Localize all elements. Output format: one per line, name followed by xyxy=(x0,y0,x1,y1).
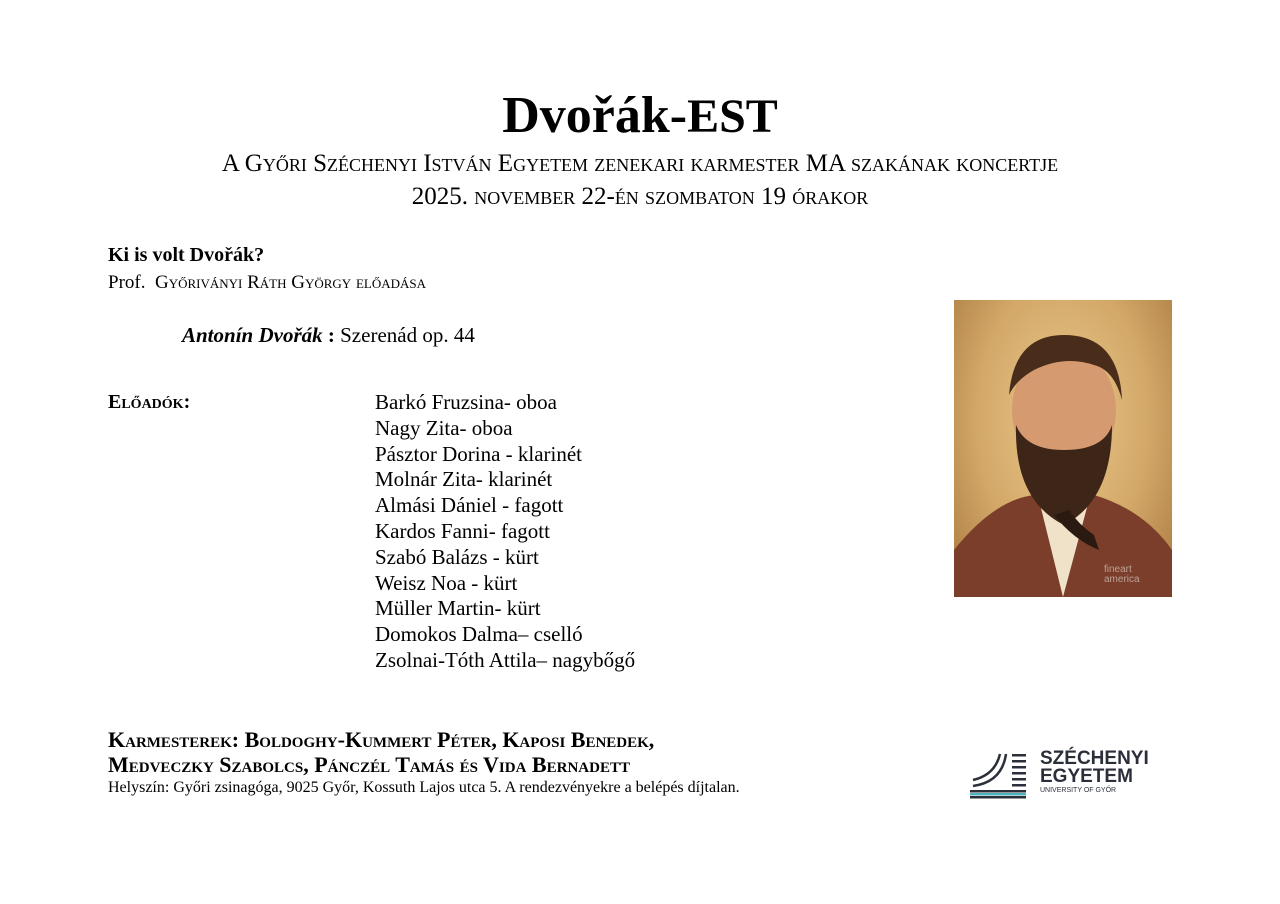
performer: Almási Dániel - fagott xyxy=(375,493,564,518)
lecture-speaker xyxy=(108,272,426,294)
performer: Kardos Fanni- fagott xyxy=(375,518,550,543)
separator: : xyxy=(322,323,341,347)
performer: Barkó Fruzsina- oboa xyxy=(375,390,557,414)
watermark: fineart america xyxy=(1104,564,1140,585)
date-line: 2025. november 22-én szombaton 19 órakor xyxy=(411,183,869,210)
conductors xyxy=(108,727,654,777)
performers-label: Előadók: xyxy=(108,391,191,413)
performer: Weisz Noa - kürt xyxy=(375,570,518,595)
program-work xyxy=(182,323,475,348)
prof-prefix: Prof. xyxy=(108,272,146,293)
subtitle-line: A Győri Széchenyi István Egyetem zenekari karmester MA szakának koncertje xyxy=(221,150,1059,177)
performer: Domokos Dalma– cselló xyxy=(375,622,583,647)
work-title: Szerenád op. 44 xyxy=(340,323,475,347)
university-logo xyxy=(970,750,1160,800)
poster-title xyxy=(0,86,1280,145)
title-main: Dvořák- xyxy=(502,87,688,144)
lecture-heading: Ki is volt Dvořák? xyxy=(108,244,265,266)
venue-info: Helyszín: Győri zsinagóga, 9025 Győr, Kossuth Lajos utca 5. A rendezvényekre a belépés díjtalan. xyxy=(108,779,740,796)
performer: Molnár Zita- klarinét xyxy=(375,467,553,492)
logo-tagline: UNIVERSITY OF GYŐR xyxy=(1040,787,1117,794)
performer: Szabó Balázs - kürt xyxy=(375,544,539,569)
title-suffix: EST xyxy=(687,90,778,143)
logo-name: SZÉCHENYI xyxy=(1040,748,1149,769)
performer: Zsolnai-Tóth Attila– nagybőgő xyxy=(375,647,636,672)
performer: Nagy Zita- oboa xyxy=(375,415,513,440)
logo-mark-icon xyxy=(970,750,1030,800)
conductors-line: Karmesterek: Boldoghy-Kummert Péter, Kaposi Benedek, xyxy=(108,727,655,752)
performer: Müller Martin- kürt xyxy=(375,596,541,621)
logo-name: EGYETEM xyxy=(1040,766,1133,787)
composer-name: Antonín Dvořák xyxy=(182,323,323,347)
conductors-line: Medveczky Szabolcs, Pánczél Tamás és Vida Bernadett xyxy=(108,752,630,777)
performers-list xyxy=(375,390,635,674)
performer: Pásztor Dorina - klarinét xyxy=(375,441,583,466)
speaker-name: Győriványi Ráth György előadása xyxy=(154,272,427,293)
composer-portrait xyxy=(954,300,1172,597)
